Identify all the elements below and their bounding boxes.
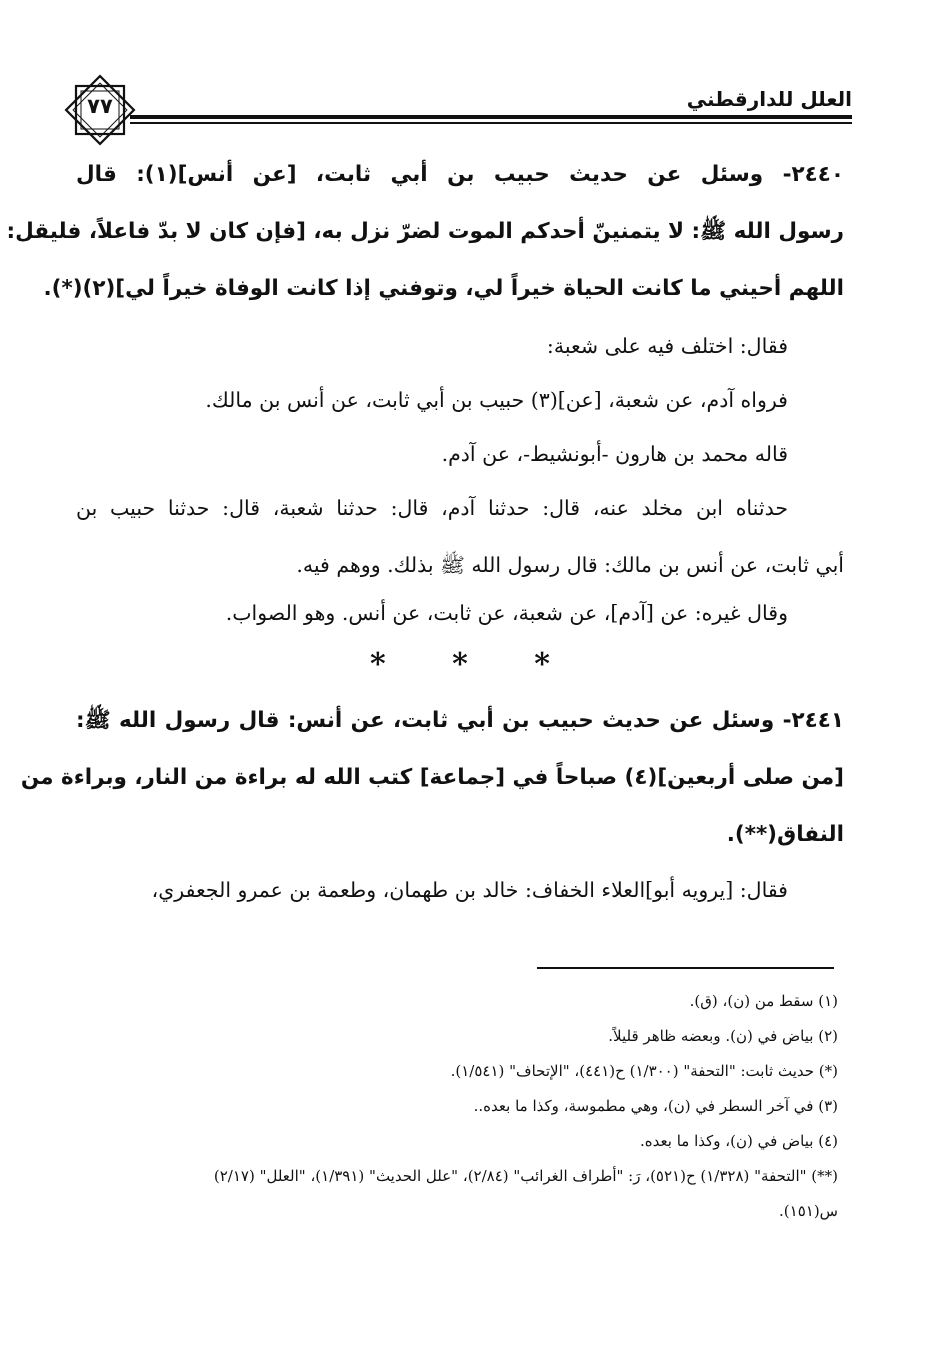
footnote-item: (٣) في آخر السطر في (ن)، وهي مطموسة، وكذا ما بعده.. bbox=[473, 1097, 838, 1115]
footnote-item: (**) "التحفة" (١/٣٢٨) ح(٥٢١)، رَ: "أطراف الغرائب" (٢/٨٤)، "علل الحديث" (١/٣٩١)، "العلل" (٢/١٧) bbox=[213, 1167, 838, 1185]
separator-star: * bbox=[534, 647, 550, 682]
separator-star: * bbox=[370, 647, 386, 682]
section-separator bbox=[370, 647, 550, 682]
header-rule-thin bbox=[130, 122, 852, 124]
page-number-badge bbox=[60, 70, 140, 150]
footnotes bbox=[68, 984, 838, 1229]
discussion-line: فرواه آدم، عن شعبة، [عن](٣) حبيب بن أبي ثابت، عن أنس بن مالك. bbox=[205, 388, 788, 412]
entry-2441-line-3: النفاق(**). bbox=[726, 822, 844, 847]
page-header bbox=[60, 70, 852, 140]
footnote-item: س(١٥١). bbox=[779, 1202, 838, 1220]
footnote-item: (*) حديث ثابت: "التحفة" (١/٣٠٠) ح(٤٤١)، "الإتحاف" (١/٥٤١). bbox=[450, 1062, 838, 1080]
entry-2440-line-1: ٢٤٤٠- وسئل عن حديث حبيب بن أبي ثابت، [عن أنس](١): قال bbox=[76, 162, 844, 187]
discussion-line: فقال: [يرويه أبو]العلاء الخفاف: خالد بن طهمان، وطعمة بن عمرو الجعفري، bbox=[151, 878, 788, 902]
discussion-2441-p1 bbox=[76, 862, 788, 919]
footnote-separator bbox=[537, 967, 834, 969]
discussion-line: قاله محمد بن هارون -أبونشيط-، عن آدم. bbox=[441, 442, 788, 466]
entry-2441-text bbox=[20, 692, 844, 863]
discussion-2440-p5 bbox=[76, 585, 788, 642]
entry-2441-line-1: ٢٤٤١- وسئل عن حديث حبيب بن أبي ثابت، عن أنس: قال رسول الله ﷺ: bbox=[76, 708, 844, 733]
discussion-2440-p4 bbox=[76, 480, 844, 594]
footnote-item: (١) سقط من (ن)، (ق). bbox=[689, 992, 838, 1010]
discussion-2440-p2 bbox=[76, 372, 788, 429]
discussion-line: فقال: اختلف فيه على شعبة: bbox=[546, 334, 788, 358]
entry-2440-line-2: رسول الله ﷺ: لا يتمنينّ أحدكم الموت لضرّ نزل به، [فإن كان لا بدّ فاعلاً، فليقل: bbox=[6, 219, 844, 244]
discussion-line: وقال غيره: عن [آدم]، عن شعبة، عن ثابت، عن أنس. وهو الصواب. bbox=[225, 601, 788, 625]
entry-2441-line-2: [من صلى أربعين](٤) صباحاً في [جماعة] كتب الله له براءة من النار، وبراءة من bbox=[20, 765, 844, 790]
entry-2440-line-3: اللهم أحيني ما كانت الحياة خيراً لي، وتوفني إذا كانت الوفاة خيراً لي](٢)(*). bbox=[43, 276, 844, 301]
discussion-2440-p1 bbox=[76, 318, 788, 375]
page-number: ٧٧ bbox=[87, 94, 113, 118]
discussion-2440-p3 bbox=[76, 426, 788, 483]
footnote-item: (٤) بياض في (ن)، وكذا ما بعده. bbox=[640, 1132, 838, 1150]
entry-2440-text bbox=[6, 146, 844, 317]
header-rule-thick bbox=[130, 115, 852, 119]
running-book-title: العلل للدارقطني bbox=[686, 87, 852, 111]
footnote-item: (٢) بياض في (ن). وبعضه ظاهر قليلاً. bbox=[608, 1027, 838, 1045]
discussion-line: حدثناه ابن مخلد عنه، قال: حدثنا آدم، قال: حدثنا شعبة، قال: حدثنا حبيب بن bbox=[76, 496, 788, 520]
separator-star: * bbox=[452, 647, 468, 682]
discussion-line: أبي ثابت، عن أنس بن مالك: قال رسول الله ﷺ بذلك. ووهم فيه. bbox=[296, 553, 844, 577]
